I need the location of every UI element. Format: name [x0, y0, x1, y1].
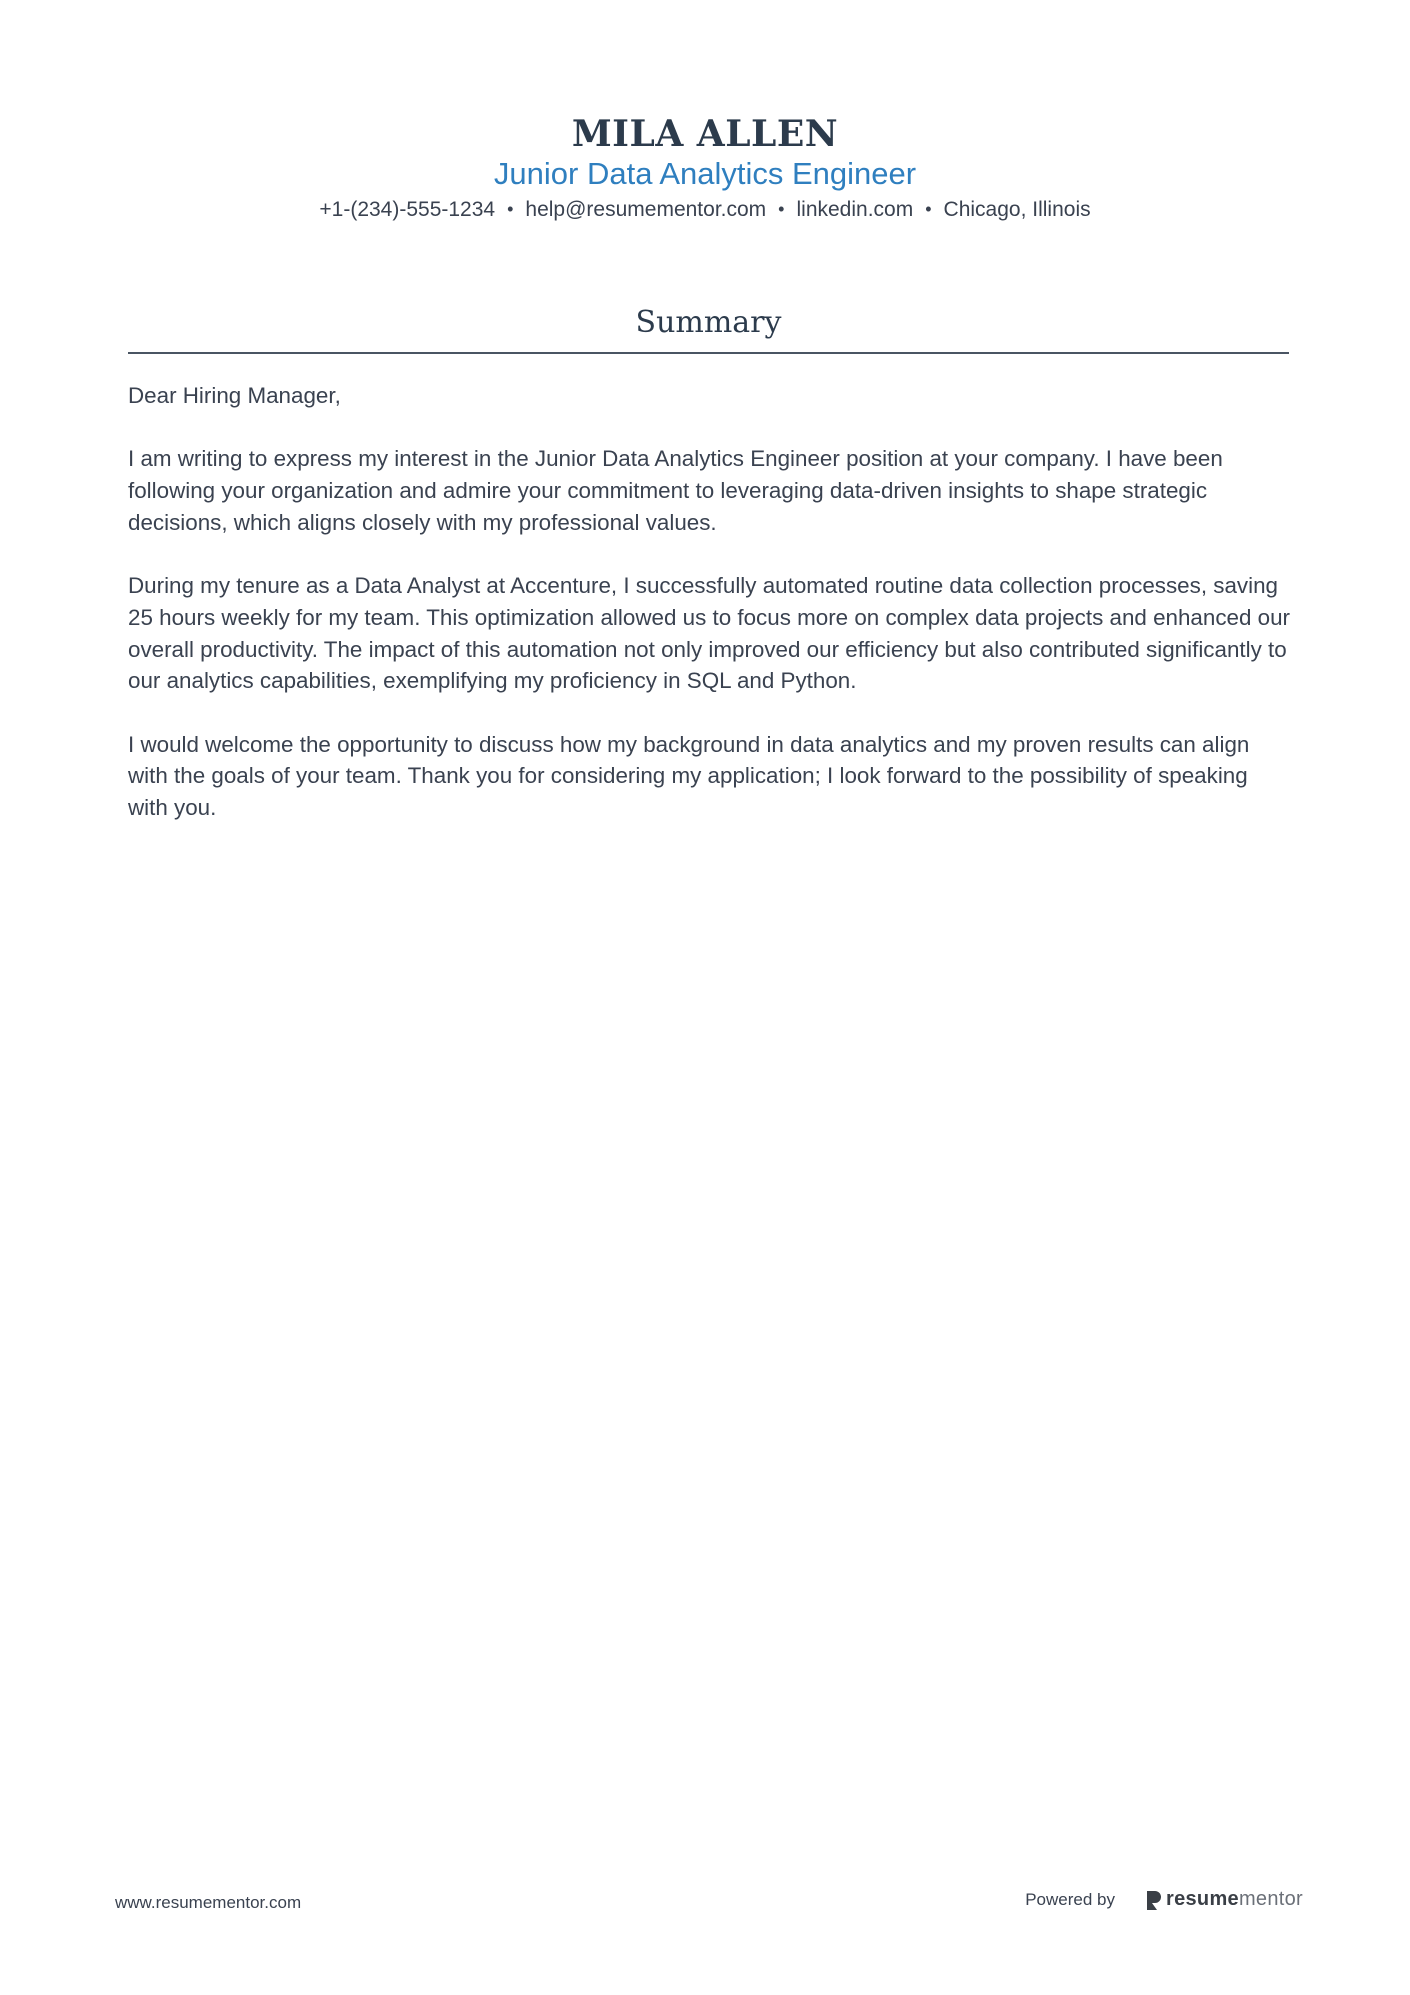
contact-email[interactable]: help@resumementor.com	[525, 198, 767, 221]
letter-paragraph: I am writing to express my interest in the Junior Data Analytics Engineer position at your company. I have been following your organization and admire your commitment to leveraging data-driven insights to shape strategic decisions, which aligns closely with my professional values.	[128, 446, 1223, 535]
contact-phone: +1-(234)-555-1234	[319, 198, 496, 221]
section-title-summary: Summary	[635, 305, 782, 340]
powered-by-label: Powered by	[1025, 1889, 1115, 1909]
section-divider	[128, 352, 1289, 354]
resumementor-logo-icon	[1145, 1889, 1163, 1911]
contact-separator: •	[507, 199, 514, 219]
letter-salutation: Dear Hiring Manager,	[128, 383, 341, 408]
contact-separator: •	[778, 199, 785, 219]
contact-linkedin[interactable]: linkedin.com	[796, 198, 914, 221]
footer-website[interactable]: www.resumementor.com	[115, 1893, 302, 1912]
brand-name-part1: resume	[1166, 1888, 1239, 1910]
candidate-name: MILA ALLEN	[571, 113, 839, 155]
cover-letter-body	[128, 380, 1293, 855]
job-title: Junior Data Analytics Engineer	[493, 156, 917, 191]
contact-line	[0, 194, 1410, 225]
contact-location: Chicago, Illinois	[943, 198, 1091, 221]
contact-separator: •	[925, 199, 932, 219]
letter-paragraph: I would welcome the opportunity to discuss how my background in data analytics and my proven results can align with the goals of your team. Thank you for considering my application; I look forward to the possibility of speaking with you.	[128, 731, 1250, 821]
brand-logo[interactable]	[1145, 1888, 1303, 1911]
footer-powered-by	[1025, 1888, 1303, 1911]
letter-paragraph: During my tenure as a Data Analyst at Accenture, I successfully automated routine data collection processes, saving 25 hours weekly for my team. This optimization allowed us to focus more on complex data projects and enhanced our overall productivity. The impact of this automation not only improved our efficiency but also contributed significantly to our analytics capabilities, exemplifying my proficiency in SQL and Python.	[128, 573, 1291, 694]
resume-header	[0, 112, 1410, 225]
brand-name-part2: mentor	[1238, 1888, 1303, 1910]
